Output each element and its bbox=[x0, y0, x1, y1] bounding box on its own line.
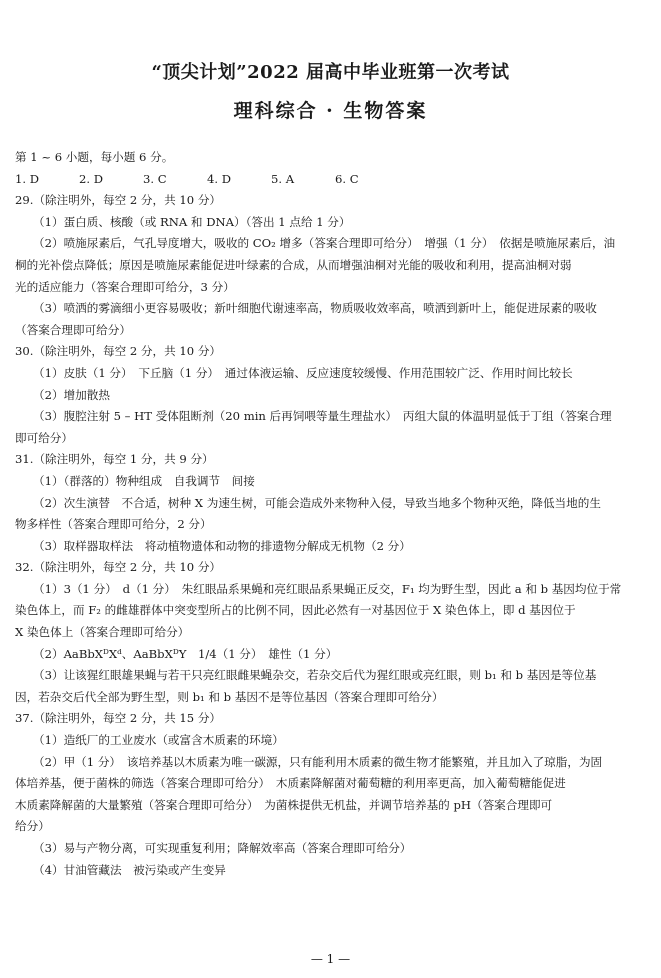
q32-line: （2）AaBbXᴰXᵈ、AaBbXᴰY 1/4（1 分） 雄性（1 分） bbox=[33, 646, 338, 661]
multiple-choice-answers bbox=[15, 169, 647, 191]
q31-line: 物多样性（答案合理即可给分，2 分） bbox=[15, 517, 212, 532]
page-number: — 1 — bbox=[310, 952, 351, 966]
intro-text: 第 1 ~ 6 小题，每小题 6 分。 bbox=[15, 150, 174, 164]
q37-line: （1）造纸厂的工业废水（或富含木质素的环境） bbox=[33, 733, 284, 748]
q37-heading: 37.（除注明外，每空 2 分，共 15 分） bbox=[15, 711, 222, 726]
exam-title: “顶尖计划”2022 届高中毕业班第一次考试 bbox=[151, 62, 510, 83]
q31-line: （2）次生演替 不合适，树种 X 为速生树，可能会造成外来物种入侵，导致当地多个物种灭绝，降低当地的生 bbox=[33, 495, 601, 510]
q32-heading: 32.（除注明外，每空 2 分，共 10 分） bbox=[15, 560, 222, 575]
q37-line: 木质素降解菌的大量繁殖（答案合理即可给分） 为菌株提供无机盐，并调节培养基的 pH（答案合理即可 bbox=[15, 797, 553, 812]
q37-line: （2）甲（1 分） 该培养基以木质素为唯一碳源，只有能利用木质素的微生物才能繁殖，并且加入了琼脂，为固 bbox=[33, 754, 603, 769]
answer-5: 5. A bbox=[271, 171, 295, 186]
answer-3: 3. C bbox=[143, 171, 167, 186]
q29-line: 桐的光补偿点降低；原因是喷施尿素能促进叶绿素的合成，从而增强油桐对光能的吸收和利用，提高油桐对弱 bbox=[15, 257, 572, 272]
q31-line: （1）（群落的）物种组成 自我调节 间接 bbox=[33, 473, 255, 488]
q30-heading: 30.（除注明外，每空 2 分，共 10 分） bbox=[15, 344, 222, 359]
q31-heading: 31.（除注明外，每空 1 分，共 9 分） bbox=[15, 452, 214, 467]
q29-heading: 29.（除注明外，每空 2 分，共 10 分） bbox=[15, 193, 222, 208]
q32-line: 因，若杂交后代全部为野生型，则 b₁ 和 b 基因不是等位基因（答案合理即可给分） bbox=[15, 689, 444, 704]
q32-line: （3）让该猩红眼雄果蝇与若干只亮红眼雌果蝇杂交，若杂交后代为猩红眼或亮红眼，则 b₁ 和 b 基因是等位基 bbox=[33, 668, 597, 683]
q29-line: （答案合理即可给分） bbox=[15, 322, 131, 337]
q29-line: 光的适应能力（答案合理即可给分，3 分） bbox=[15, 279, 235, 294]
q29-line: （3）喷洒的雾滴细小更容易吸收；新叶细胞代谢速率高，物质吸收效率高，喷洒到新叶上，能促进尿素的吸收 bbox=[33, 301, 597, 316]
answer-2: 2. D bbox=[79, 171, 104, 186]
q30-line: （1）皮肤（1 分） 下丘脑（1 分） 通过体液运输、反应速度较缓慢、作用范围较广泛、作用时间比较长 bbox=[33, 365, 573, 380]
q31-line: （3）取样器取样法 将动植物遗体和动物的排遗物分解成无机物（2 分） bbox=[33, 538, 411, 553]
q37-line: （3）易与产物分离，可实现重复利用；降解效率高（答案合理即可给分） bbox=[33, 841, 412, 855]
answer-4: 4. D bbox=[207, 171, 232, 186]
q29-line: （2）喷施尿素后，气孔导度增大，吸收的 CO₂ 增多（答案合理即可给分） 增强（1 分） 依据是喷施尿素后，油 bbox=[33, 236, 616, 251]
exam-subtitle: 理科综合 · 生物答案 bbox=[233, 100, 428, 122]
q37-line: （4）甘油管藏法 被污染或产生变异 bbox=[33, 862, 226, 877]
q30-line: 即可给分） bbox=[15, 430, 73, 445]
answer-body bbox=[15, 147, 647, 881]
q37-line: 给分） bbox=[15, 819, 50, 834]
answer-1: 1. D bbox=[15, 171, 40, 186]
q30-line: （2）增加散热 bbox=[33, 387, 110, 402]
q29-line: （1）蛋白质、核酸（或 RNA 和 DNA）（答出 1 点给 1 分） bbox=[33, 214, 351, 229]
q32-line: X 染色体上（答案合理即可给分） bbox=[15, 625, 190, 640]
q32-line: （1）3（1 分） d（1 分） 朱红眼品系果蝇和亮红眼品系果蝇正反交，F₁ 均为野生型，因此 a 和 b 基因均位于常 bbox=[33, 581, 622, 596]
q32-line: 染色体上，而 F₂ 的雌雄群体中突变型所占的比例不同，因此必然有一对基因位于 X 染色体上，即 d 基因位于 bbox=[15, 603, 576, 618]
answer-6: 6. C bbox=[335, 171, 359, 186]
q37-line: 体培养基，便于菌株的筛选（答案合理即可给分） 木质素降解菌对葡萄糖的利用率更高，加入葡萄糖能促进 bbox=[15, 776, 566, 791]
q30-line: （3）腹腔注射 5 – HT 受体阻断剂（20 min 后再饲喂等量生理盐水） 丙组大鼠的体温明显低于丁组（答案合理 bbox=[33, 409, 612, 424]
